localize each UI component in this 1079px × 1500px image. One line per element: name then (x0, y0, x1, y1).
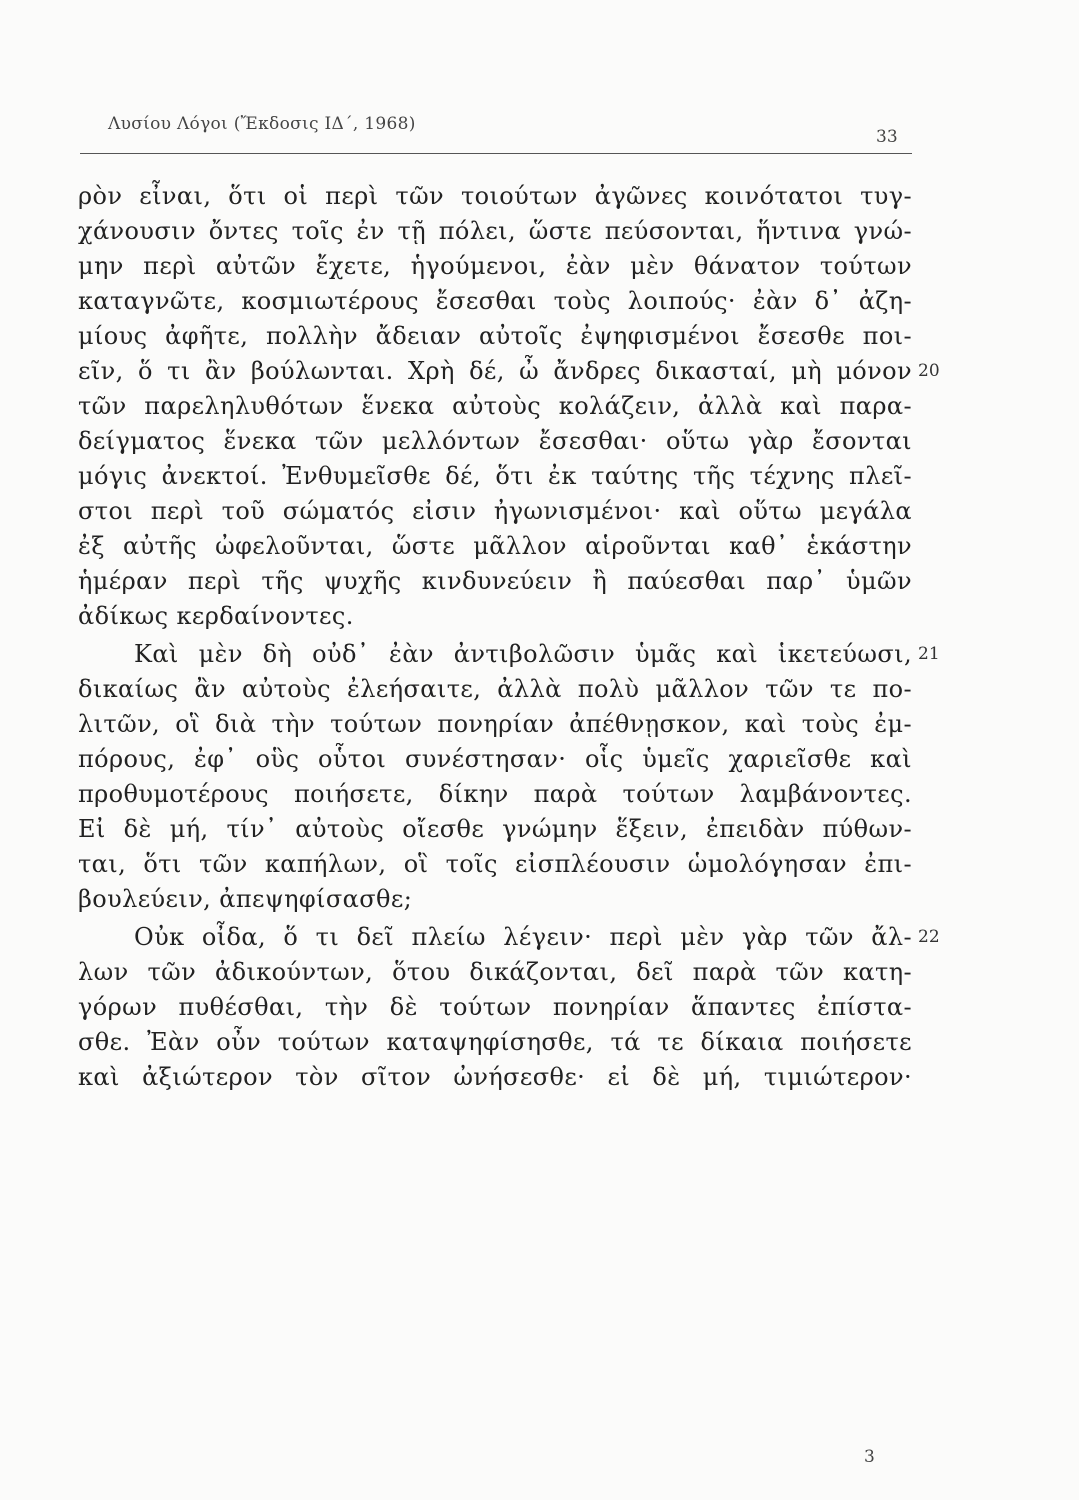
text-line: ρὸν εἶναι, ὅτι οἱ περὶ τῶν τοιούτων ἀγῶνες κοινότατοι τυγ- (78, 182, 912, 210)
text-line: λιτῶν, οἳ διὰ τὴν τούτων πονηρίαν ἀπέθνῃσκον, καὶ τοὺς ἐμ- (78, 710, 912, 738)
text-line: ἀδίκως κερδαίνοντες. (78, 602, 354, 630)
text-line: ται, ὅτι τῶν καπήλων, οἳ τοῖς εἰσπλέουσιν ὡμολόγησαν ἐπι- (78, 850, 912, 878)
text-line: προθυμοτέρους ποιήσετε, δίκην παρὰ τούτων λαμβάνοντες. (78, 780, 912, 808)
text-line: ἡμέραν περὶ τῆς ψυχῆς κινδυνεύειν ἢ παύεσθαι παρ᾽ ὑμῶν (78, 567, 912, 595)
text-line: τῶν παρεληλυθότων ἕνεκα αὐτοὺς κολάζειν, ἀλλὰ καὶ παρα- (78, 392, 912, 420)
text-line: μίους ἀφῆτε, πολλὴν ἄδειαν αὐτοῖς ἐψηφισμένοι ἔσεσθε ποι- (78, 322, 912, 350)
text-line: ἐξ αὐτῆς ὠφελοῦνται, ὥστε μᾶλλον αἱροῦνται καθ᾽ ἑκάστην (78, 532, 912, 560)
text-line: λων τῶν ἀδικούντων, ὅτου δικάζονται, δεῖ παρὰ τῶν κατη- (78, 958, 912, 986)
text-line: γόρων πυθέσθαι, τὴν δὲ τούτων πονηρίαν ἅπαντες ἐπίστα- (78, 993, 912, 1021)
text-line: εῖν, ὅ τι ἂν βούλωνται. Χρὴ δέ, ὦ ἄνδρες δικασταί, μὴ μόνον (78, 357, 912, 385)
text-line: στοι περὶ τοῦ σώματός εἰσιν ἠγωνισμένοι· καὶ οὕτω μεγάλα (78, 497, 912, 525)
text-line: χάνουσιν ὄντες τοῖς ἐν τῇ πόλει, ὥστε πεύσονται, ἥντινα γνώ- (78, 217, 912, 245)
text-line: μόγις ἀνεκτοί. Ἐνθυμεῖσθε δέ, ὅτι ἐκ ταύτης τῆς τέχνης πλεῖ- (78, 462, 912, 490)
text-line: σθε. Ἐὰν οὖν τούτων καταψηφίσησθε, τά τε δίκαια ποιήσετε (78, 1028, 912, 1056)
text-line: καταγνῶτε, κοσμιωτέρους ἔσεσθαι τοὺς λοιπούς· ἐὰν δ᾽ ἀζη- (78, 287, 912, 315)
text-line: καὶ ἀξιώτερον τὸν σῖτον ὠνήσεσθε· εἰ δὲ μή, τιμιώτερον· (78, 1063, 912, 1091)
text-line: μην περὶ αὐτῶν ἔχετε, ἡγούμενοι, ἐὰν μὲν θάνατον τούτων (78, 252, 912, 280)
running-header-title: Λυσίου Λόγοι (Ἔκδοσις ΙΔ΄, 1968) (108, 114, 416, 134)
section-number: 22 (918, 927, 940, 947)
text-line: Εἰ δὲ μή, τίν᾽ αὐτοὺς οἴεσθε γνώμην ἕξειν, ἐπειδὰν πύθων- (78, 815, 912, 843)
text-line: πόρους, ἐφ᾽ οὓς οὗτοι συνέστησαν· οἷς ὑμεῖς χαριεῖσθε καὶ (78, 745, 912, 773)
text-line: βουλεύειν, ἀπεψηφίσασθε; (78, 885, 413, 913)
text-line: δείγματος ἕνεκα τῶν μελλόντων ἔσεσθαι· οὕτω γὰρ ἔσονται (78, 427, 912, 455)
page-number: 33 (876, 127, 898, 147)
text-line: Καὶ μὲν δὴ οὐδ᾽ ἐὰν ἀντιβολῶσιν ὑμᾶς καὶ ἱκετεύωσι, (134, 640, 912, 668)
text-line: δικαίως ἂν αὐτοὺς ἐλεήσαιτε, ἀλλὰ πολὺ μᾶλλον τῶν τε πο- (78, 675, 912, 703)
signature-mark: 3 (864, 1447, 875, 1467)
text-line: Οὐκ οἶδα, ὅ τι δεῖ πλείω λέγειν· περὶ μὲν γὰρ τῶν ἄλ- (134, 923, 912, 951)
header-rule (80, 153, 912, 154)
section-number: 21 (918, 644, 940, 664)
section-number: 20 (918, 361, 940, 381)
